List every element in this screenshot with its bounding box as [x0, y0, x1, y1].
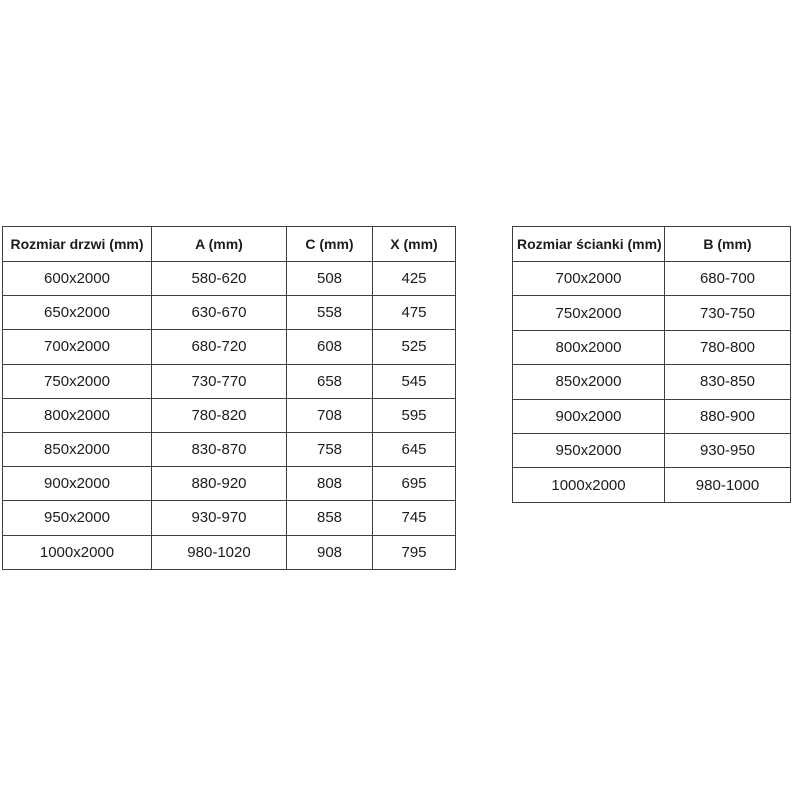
table-cell: 800x2000 [513, 330, 665, 364]
table-cell: 850x2000 [513, 365, 665, 399]
table-cell: 730-750 [665, 296, 791, 330]
table-row [513, 468, 791, 502]
table-row [3, 535, 456, 569]
table-row [513, 330, 791, 364]
column-header-x-mm: X (mm) [373, 227, 456, 262]
table-cell: 830-850 [665, 365, 791, 399]
table-cell: 880-920 [152, 467, 287, 501]
table-cell: 595 [373, 398, 456, 432]
table-cell: 908 [287, 535, 373, 569]
table-cell: 680-720 [152, 330, 287, 364]
table-cell: 858 [287, 501, 373, 535]
table-cell: 795 [373, 535, 456, 569]
column-header-b-mm: B (mm) [665, 227, 791, 262]
table-cell: 730-770 [152, 364, 287, 398]
column-header-rozmiar-scianki: Rozmiar ścianki (mm) [513, 227, 665, 262]
table-cell: 880-900 [665, 399, 791, 433]
table-cell: 830-870 [152, 432, 287, 466]
table-cell: 708 [287, 398, 373, 432]
table-cell: 745 [373, 501, 456, 535]
table-cell: 780-800 [665, 330, 791, 364]
table-cell: 1000x2000 [513, 468, 665, 502]
table-cell: 750x2000 [3, 364, 152, 398]
table-cell: 780-820 [152, 398, 287, 432]
table-cell: 475 [373, 296, 456, 330]
table-row [513, 399, 791, 433]
table-row [513, 296, 791, 330]
table-cell: 630-670 [152, 296, 287, 330]
table-cell: 695 [373, 467, 456, 501]
table-cell: 1000x2000 [3, 535, 152, 569]
table-cell: 808 [287, 467, 373, 501]
table-cell: 425 [373, 262, 456, 296]
column-header-c-mm: C (mm) [287, 227, 373, 262]
table-cell: 580-620 [152, 262, 287, 296]
table-cell: 680-700 [665, 262, 791, 296]
table-cell: 750x2000 [513, 296, 665, 330]
table-row [3, 501, 456, 535]
table-cell: 800x2000 [3, 398, 152, 432]
table-cell: 558 [287, 296, 373, 330]
table-row [3, 364, 456, 398]
table-cell: 700x2000 [3, 330, 152, 364]
table-cell: 930-970 [152, 501, 287, 535]
table-cell: 758 [287, 432, 373, 466]
table-cell: 900x2000 [513, 399, 665, 433]
table-cell: 525 [373, 330, 456, 364]
wall-table-header-row [513, 227, 791, 262]
wall-size-table [512, 226, 791, 503]
table-cell: 930-950 [665, 433, 791, 467]
table-cell: 700x2000 [513, 262, 665, 296]
table-cell: 950x2000 [3, 501, 152, 535]
table-cell: 900x2000 [3, 467, 152, 501]
column-header-rozmiar-drzwi: Rozmiar drzwi (mm) [3, 227, 152, 262]
table-cell: 658 [287, 364, 373, 398]
table-row [513, 262, 791, 296]
table-cell: 980-1020 [152, 535, 287, 569]
table-cell: 980-1000 [665, 468, 791, 502]
table-row [3, 330, 456, 364]
door-table-header-row [3, 227, 456, 262]
table-cell: 950x2000 [513, 433, 665, 467]
table-row [3, 296, 456, 330]
table-cell: 608 [287, 330, 373, 364]
door-size-table [2, 226, 456, 570]
table-cell: 650x2000 [3, 296, 152, 330]
table-row [513, 365, 791, 399]
table-cell: 645 [373, 432, 456, 466]
table-row [3, 262, 456, 296]
table-cell: 508 [287, 262, 373, 296]
table-row [3, 398, 456, 432]
table-row [3, 432, 456, 466]
table-row [3, 467, 456, 501]
table-cell: 545 [373, 364, 456, 398]
table-cell: 600x2000 [3, 262, 152, 296]
table-row [513, 433, 791, 467]
column-header-a-mm: A (mm) [152, 227, 287, 262]
table-cell: 850x2000 [3, 432, 152, 466]
